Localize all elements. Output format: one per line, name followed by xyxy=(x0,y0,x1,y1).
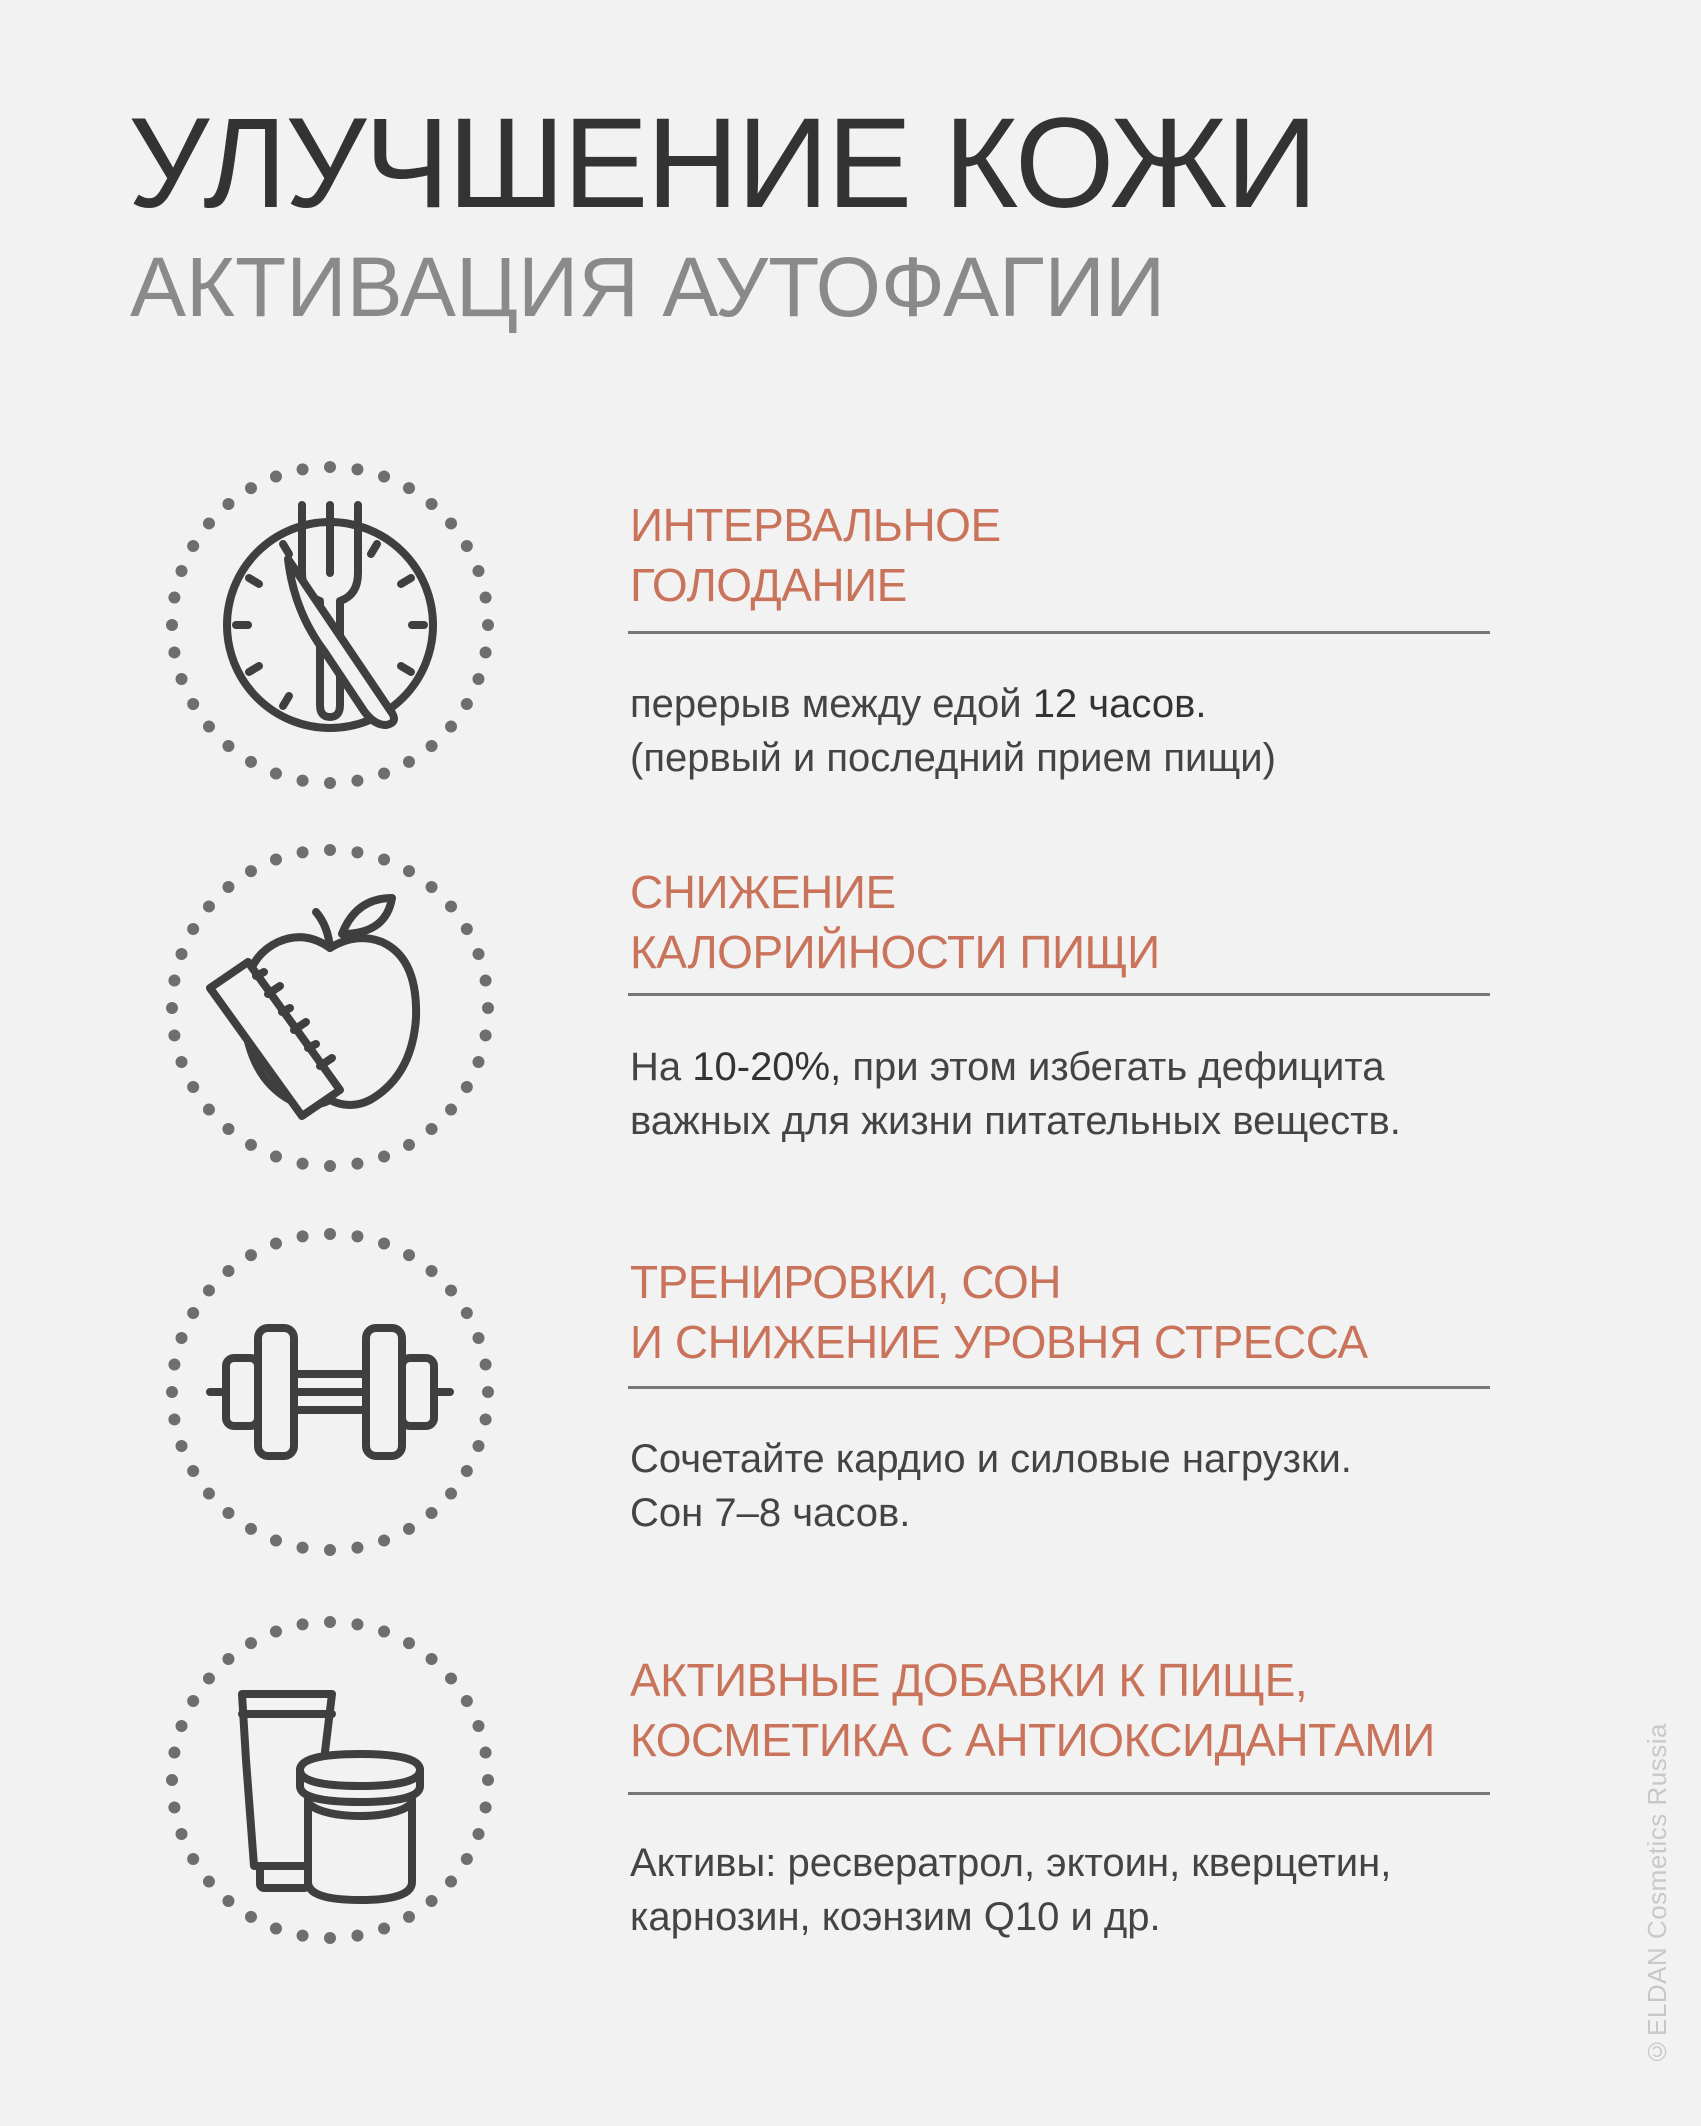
ring-dot xyxy=(480,1801,492,1813)
ring-dot xyxy=(245,1911,257,1923)
ring-dot xyxy=(378,1922,390,1934)
ring-dot xyxy=(461,1465,473,1477)
ring-dot xyxy=(426,740,438,752)
ring-dot xyxy=(297,1230,309,1242)
item-heading: АКТИВНЫЕ ДОБАВКИ К ПИЩЕ, КОСМЕТИКА С АНТИОКСИДАНТАМИ xyxy=(630,1654,1435,1766)
ring-dot xyxy=(445,721,457,733)
ring-dot xyxy=(445,1284,457,1296)
ring-dot xyxy=(403,865,415,877)
ring-dot xyxy=(461,923,473,935)
ring-dot xyxy=(403,1139,415,1151)
ring-dot xyxy=(270,1534,282,1546)
divider xyxy=(628,1386,1490,1389)
ring-dot xyxy=(297,1542,309,1554)
ring-dot xyxy=(351,1230,363,1242)
ring-dot xyxy=(245,756,257,768)
copyright-text: ©ELDAN Cosmetics Russia xyxy=(1642,1722,1672,2066)
ring-dot xyxy=(351,1618,363,1630)
ring-dot xyxy=(203,721,215,733)
ring-dot xyxy=(324,1616,336,1628)
ring-dot xyxy=(324,1160,336,1172)
ring-dot xyxy=(297,1618,309,1630)
ring-dot xyxy=(168,646,180,658)
ring-dot xyxy=(270,471,282,483)
ring-dot xyxy=(245,1139,257,1151)
ring-dot xyxy=(203,1104,215,1116)
ring-dot xyxy=(203,1284,215,1296)
ring-dot xyxy=(270,854,282,866)
ring-dot xyxy=(222,1265,234,1277)
ring-dot xyxy=(324,777,336,789)
ring-dot xyxy=(472,1828,484,1840)
ring-dot xyxy=(351,1542,363,1554)
ring-dot xyxy=(324,1544,336,1556)
ring-dot xyxy=(480,1359,492,1371)
ring-dot xyxy=(426,1653,438,1665)
ring-dot xyxy=(176,565,188,577)
ring-dot xyxy=(480,975,492,987)
ring-dot xyxy=(445,1876,457,1888)
page-title: УЛУЧШЕНИЕ КОЖИ xyxy=(128,92,1316,235)
ring-dot xyxy=(472,1332,484,1344)
ring-dot xyxy=(461,1307,473,1319)
ring-dot xyxy=(187,1695,199,1707)
ring-dot xyxy=(176,1828,188,1840)
dumbbell-icon xyxy=(160,1222,500,1562)
ring-dot xyxy=(297,1930,309,1942)
ring-dot xyxy=(378,1238,390,1250)
ring-dot xyxy=(187,1465,199,1477)
item-description: перерыв между едой 12 часов. (первый и последний прием пищи) xyxy=(630,682,1276,780)
ring-dot xyxy=(482,1386,494,1398)
ring-dot xyxy=(176,673,188,685)
ring-dot xyxy=(324,844,336,856)
ring-dot xyxy=(245,865,257,877)
ring-dot xyxy=(461,698,473,710)
ring-dot xyxy=(166,619,178,631)
ring-dot xyxy=(461,1853,473,1865)
ring-dot xyxy=(187,1307,199,1319)
ring-dot xyxy=(403,1249,415,1261)
ring-dot xyxy=(378,767,390,779)
ring-dot xyxy=(403,756,415,768)
ring-dot xyxy=(426,498,438,510)
ring-dot xyxy=(222,1123,234,1135)
clock-fork-knife-icon xyxy=(160,455,500,795)
ring-dot xyxy=(324,1228,336,1240)
ring-dot xyxy=(351,1158,363,1170)
item-description: Активы: ресвератрол, эктоин, кверцетин, карнозин, коэнзим Q10 и др. xyxy=(630,1841,1392,1939)
ring-dot xyxy=(245,1637,257,1649)
cosmetic-tube-jar-icon xyxy=(160,1610,500,1950)
ring-dot xyxy=(176,1332,188,1344)
ring-dot xyxy=(403,1911,415,1923)
ring-dot xyxy=(472,1056,484,1068)
ring-dot xyxy=(166,1774,178,1786)
ring-dot xyxy=(297,463,309,475)
ring-dot xyxy=(168,1747,180,1759)
ring-dot xyxy=(480,592,492,604)
ring-dot xyxy=(482,1002,494,1014)
ring-dot xyxy=(378,1534,390,1546)
ring-dot xyxy=(351,463,363,475)
ring-dot xyxy=(245,1523,257,1535)
divider xyxy=(628,993,1490,996)
ring-dot xyxy=(166,1002,178,1014)
ring-dot xyxy=(480,1413,492,1425)
ring-dot xyxy=(176,948,188,960)
ring-dot xyxy=(351,846,363,858)
ring-dot xyxy=(168,1359,180,1371)
ring-dot xyxy=(203,517,215,529)
item-heading: ИНТЕРВАЛЬНОЕ ГОЛОДАНИЕ xyxy=(630,499,1001,611)
ring-dot xyxy=(403,1523,415,1535)
ring-dot xyxy=(480,1747,492,1759)
ring-dot xyxy=(166,1386,178,1398)
ring-dot xyxy=(461,1695,473,1707)
item-heading: СНИЖЕНИЕ КАЛОРИЙНОСТИ ПИЩИ xyxy=(630,866,1160,978)
page-subtitle: АКТИВАЦИЯ АУТОФАГИИ xyxy=(130,240,1166,334)
divider xyxy=(628,1792,1490,1795)
ring-dot xyxy=(324,1932,336,1944)
ring-dot xyxy=(203,1488,215,1500)
ring-dot xyxy=(187,1853,199,1865)
ring-dot xyxy=(222,881,234,893)
ring-dot xyxy=(461,1081,473,1093)
ring-dot xyxy=(378,1150,390,1162)
ring-dot xyxy=(270,1626,282,1638)
ring-dot xyxy=(270,767,282,779)
ring-dot xyxy=(176,1720,188,1732)
ring-dot xyxy=(176,1056,188,1068)
ring-dot xyxy=(445,1104,457,1116)
ring-dot xyxy=(270,1150,282,1162)
ring-dot xyxy=(378,854,390,866)
ring-dot xyxy=(472,673,484,685)
ring-dot xyxy=(480,646,492,658)
ring-dot xyxy=(297,846,309,858)
ring-dot xyxy=(222,1895,234,1907)
ring-dot xyxy=(187,923,199,935)
ring-dot xyxy=(270,1238,282,1250)
ring-dot xyxy=(168,975,180,987)
ring-dot xyxy=(426,1123,438,1135)
ring-dot xyxy=(472,1440,484,1452)
ring-dot xyxy=(222,1653,234,1665)
ring-dot xyxy=(222,740,234,752)
ring-dot xyxy=(222,1507,234,1519)
ring-dot xyxy=(445,1488,457,1500)
ring-dot xyxy=(245,1249,257,1261)
ring-dot xyxy=(324,461,336,473)
ring-dot xyxy=(472,1720,484,1732)
ring-dot xyxy=(482,619,494,631)
apple-measuring-tape-icon xyxy=(160,838,500,1178)
ring-dot xyxy=(426,1265,438,1277)
ring-dot xyxy=(351,775,363,787)
ring-dot xyxy=(297,775,309,787)
ring-dot xyxy=(445,1672,457,1684)
ring-dot xyxy=(187,698,199,710)
item-heading: ТРЕНИРОВКИ, СОН И СНИЖЕНИЕ УРОВНЯ СТРЕССА xyxy=(630,1256,1368,1368)
ring-dot xyxy=(203,1876,215,1888)
ring-dot xyxy=(222,498,234,510)
ring-dot xyxy=(168,1801,180,1813)
ring-dot xyxy=(482,1774,494,1786)
item-description: Сочетайте кардио и силовые нагрузки. Сон 7–8 часов. xyxy=(630,1437,1352,1535)
ring-dot xyxy=(426,881,438,893)
ring-dot xyxy=(168,1413,180,1425)
ring-dot xyxy=(472,948,484,960)
ring-dot xyxy=(426,1507,438,1519)
ring-dot xyxy=(426,1895,438,1907)
ring-dot xyxy=(187,1081,199,1093)
ring-dot xyxy=(270,1922,282,1934)
ring-dot xyxy=(187,540,199,552)
ring-dot xyxy=(378,471,390,483)
ring-dot xyxy=(203,1672,215,1684)
ring-dot xyxy=(403,1637,415,1649)
ring-dot xyxy=(403,482,415,494)
ring-dot xyxy=(168,1029,180,1041)
divider xyxy=(628,631,1490,634)
ring-dot xyxy=(445,517,457,529)
ring-dot xyxy=(203,900,215,912)
ring-dot xyxy=(168,592,180,604)
ring-dot xyxy=(245,482,257,494)
ring-dot xyxy=(176,1440,188,1452)
ring-dot xyxy=(480,1029,492,1041)
ring-dot xyxy=(297,1158,309,1170)
ring-dot xyxy=(351,1930,363,1942)
ring-dot xyxy=(445,900,457,912)
item-description: На 10-20%, при этом избегать дефицита важных для жизни питательных веществ. xyxy=(630,1045,1401,1143)
ring-dot xyxy=(461,540,473,552)
ring-dot xyxy=(472,565,484,577)
ring-dot xyxy=(378,1626,390,1638)
